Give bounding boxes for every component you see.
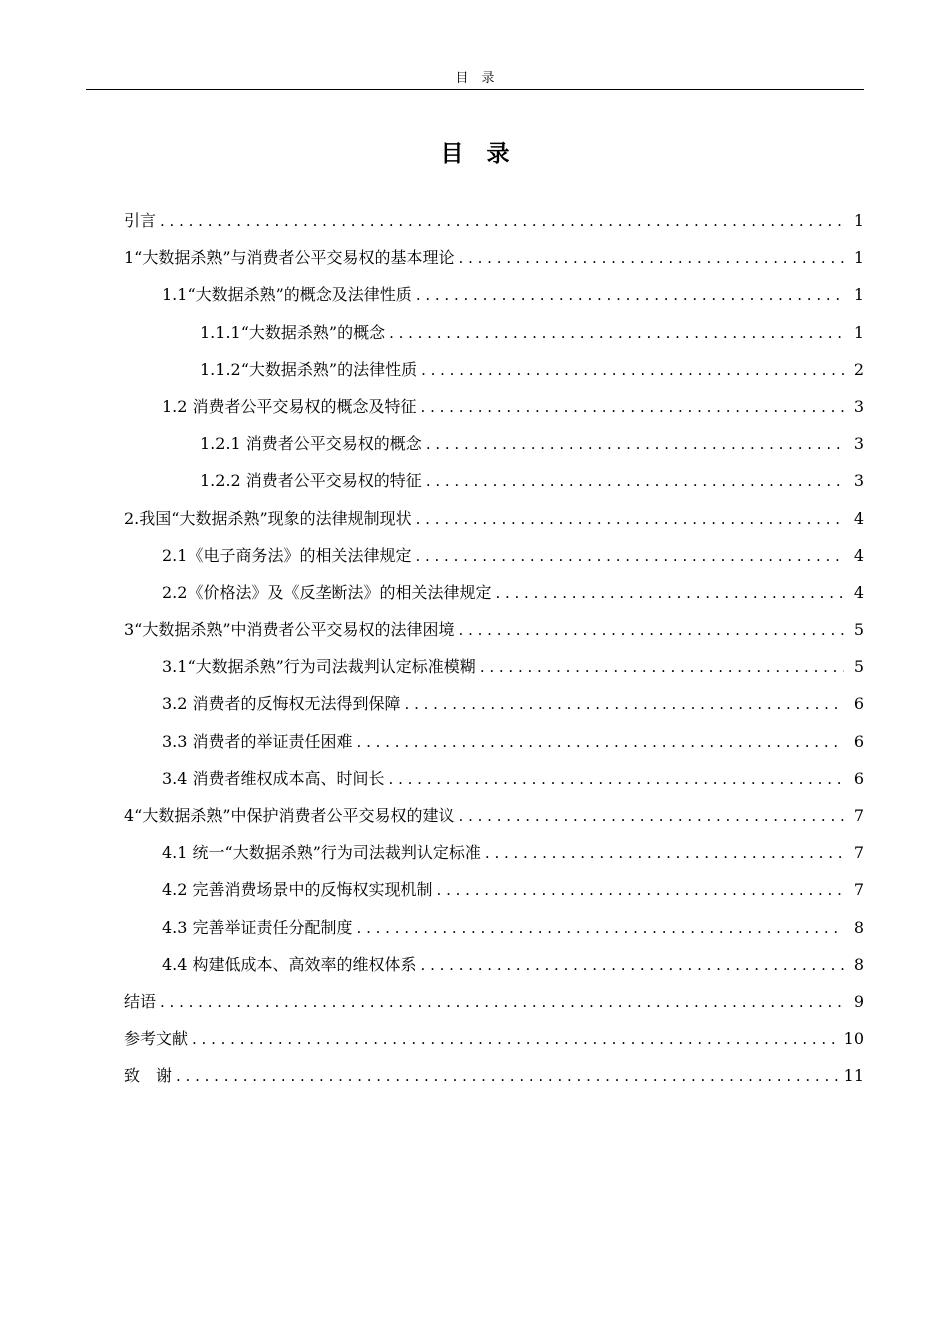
toc-page-number: 6 [853, 694, 864, 714]
toc-entry[interactable] [124, 1057, 864, 1094]
toc-entry[interactable] [124, 462, 864, 499]
toc-entry-label: 2.1《电子商务法》的相关法律规定 [162, 545, 412, 565]
dot-leader [160, 203, 844, 240]
toc-page-number: 3 [853, 471, 864, 491]
toc-entry-label: 1.2 消费者公平交易权的概念及特征 [162, 396, 417, 416]
toc-entry[interactable] [124, 834, 864, 871]
toc-entry-label: 1.1.1“大数据杀熟”的概念 [200, 322, 386, 342]
toc-page-number: 3 [853, 396, 864, 416]
toc-entry-label: 1.2.1 消费者公平交易权的概念 [200, 434, 422, 454]
toc-entry[interactable] [124, 239, 864, 276]
toc-page-number: 7 [853, 843, 864, 863]
toc-entry[interactable] [124, 685, 864, 722]
dot-leader [480, 649, 844, 686]
dot-leader [426, 463, 844, 500]
dot-leader [405, 686, 844, 723]
toc-entry[interactable] [124, 946, 864, 983]
dot-leader [357, 910, 844, 947]
toc-page-number: 6 [853, 731, 864, 751]
toc-entry[interactable] [124, 537, 864, 574]
toc-entry-label: 3.3 消费者的举证责任困难 [162, 731, 353, 751]
toc-page-number: 11 [843, 1066, 864, 1086]
toc-page-number: 1 [853, 211, 864, 230]
toc-entry[interactable] [124, 983, 864, 1020]
toc-page-number: 1 [853, 285, 864, 305]
toc-entry-label: 1.1“大数据杀熟”的概念及法律性质 [162, 285, 412, 305]
toc-entry-label: 参考文献 [124, 1029, 189, 1049]
dot-leader [389, 761, 844, 798]
header-rule [86, 89, 864, 90]
toc-page-number: 10 [843, 1029, 864, 1049]
toc-page-number: 8 [853, 917, 864, 937]
toc-entry-label: 1.1.2“大数据杀熟”的法律性质 [200, 359, 418, 379]
toc-page-number: 1 [853, 248, 864, 268]
toc-entry[interactable] [124, 648, 864, 685]
toc-page-number: 4 [853, 582, 864, 602]
toc-entry-label: 3“大数据杀熟”中消费者公平交易权的法律困境 [124, 620, 455, 640]
toc-page-number: 1 [853, 322, 864, 342]
toc-entry[interactable] [124, 574, 864, 611]
toc-entry-label: 2.2《价格法》及《反垄断法》的相关法律规定 [162, 582, 492, 602]
dot-leader [416, 277, 844, 314]
toc-entry-label: 3.1“大数据杀熟”行为司法裁判认定标准模糊 [162, 657, 476, 677]
dot-leader [416, 501, 844, 538]
toc-entry[interactable] [124, 797, 864, 834]
dot-leader [426, 426, 844, 463]
dot-leader [495, 575, 844, 612]
toc-entry-label: 4.2 完善消费场景中的反悔权实现机制 [162, 880, 433, 900]
dot-leader [176, 1058, 838, 1095]
toc-entry[interactable] [124, 351, 864, 388]
toc-entry-label: 致 谢 [124, 1066, 173, 1086]
dot-leader [415, 538, 844, 575]
toc-entry[interactable] [124, 611, 864, 648]
toc-page-number: 4 [853, 508, 864, 528]
toc-entry-label: 结语 [124, 991, 157, 1011]
toc-entry[interactable] [124, 276, 864, 313]
toc-entry-label: 4.4 构建低成本、高效率的维权体系 [162, 954, 417, 974]
toc-entry-label: 4“大数据杀熟”中保护消费者公平交易权的建议 [124, 806, 455, 825]
toc-entry-label: 3.4 消费者维权成本高、时间长 [162, 768, 385, 788]
toc-entry[interactable] [124, 909, 864, 946]
toc-entry[interactable] [124, 314, 864, 351]
page-title: 目 录 [440, 141, 510, 167]
toc-page-number: 7 [853, 880, 864, 900]
dot-leader [192, 1021, 838, 1058]
toc-entry[interactable] [124, 723, 864, 760]
toc-page-number: 5 [853, 620, 864, 640]
dot-leader [160, 984, 844, 1021]
dot-leader [357, 724, 844, 761]
toc-page-number: 2 [853, 359, 864, 379]
toc-page-number: 9 [853, 991, 864, 1011]
dot-leader [389, 315, 844, 352]
toc-page-number: 7 [853, 806, 864, 825]
toc-entry-label: 2.我国“大数据杀熟”现象的法律规制现状 [124, 508, 412, 528]
toc-entry[interactable] [124, 388, 864, 425]
toc-entry[interactable] [124, 202, 864, 239]
toc-entry-label: 引言 [124, 211, 157, 230]
toc-entry[interactable] [124, 500, 864, 537]
toc-entry-label: 3.2 消费者的反悔权无法得到保障 [162, 694, 401, 714]
toc-entry[interactable] [124, 1020, 864, 1057]
dot-leader [437, 872, 844, 909]
toc-page-number: 8 [853, 954, 864, 974]
dot-leader [459, 798, 844, 835]
toc-entry[interactable] [124, 871, 864, 908]
toc-entry[interactable] [124, 760, 864, 797]
toc-page-number: 4 [853, 545, 864, 565]
toc-entry-label: 4.1 统一“大数据杀熟”行为司法裁判认定标准 [162, 843, 481, 863]
table-of-contents [124, 202, 864, 1095]
dot-leader [421, 947, 844, 984]
running-header: 目 录 [455, 71, 495, 86]
dot-leader [485, 835, 844, 872]
dot-leader [421, 352, 844, 389]
toc-entry-label: 1.2.2 消费者公平交易权的特征 [200, 471, 422, 491]
dot-leader [459, 240, 844, 277]
toc-entry-label: 1“大数据杀熟”与消费者公平交易权的基本理论 [124, 248, 455, 268]
toc-entry-label: 4.3 完善举证责任分配制度 [162, 917, 353, 937]
toc-entry[interactable] [124, 425, 864, 462]
toc-page-number: 5 [853, 657, 864, 677]
dot-leader [421, 389, 844, 426]
toc-page-number: 6 [853, 768, 864, 788]
dot-leader [459, 612, 844, 649]
toc-page-number: 3 [853, 434, 864, 454]
